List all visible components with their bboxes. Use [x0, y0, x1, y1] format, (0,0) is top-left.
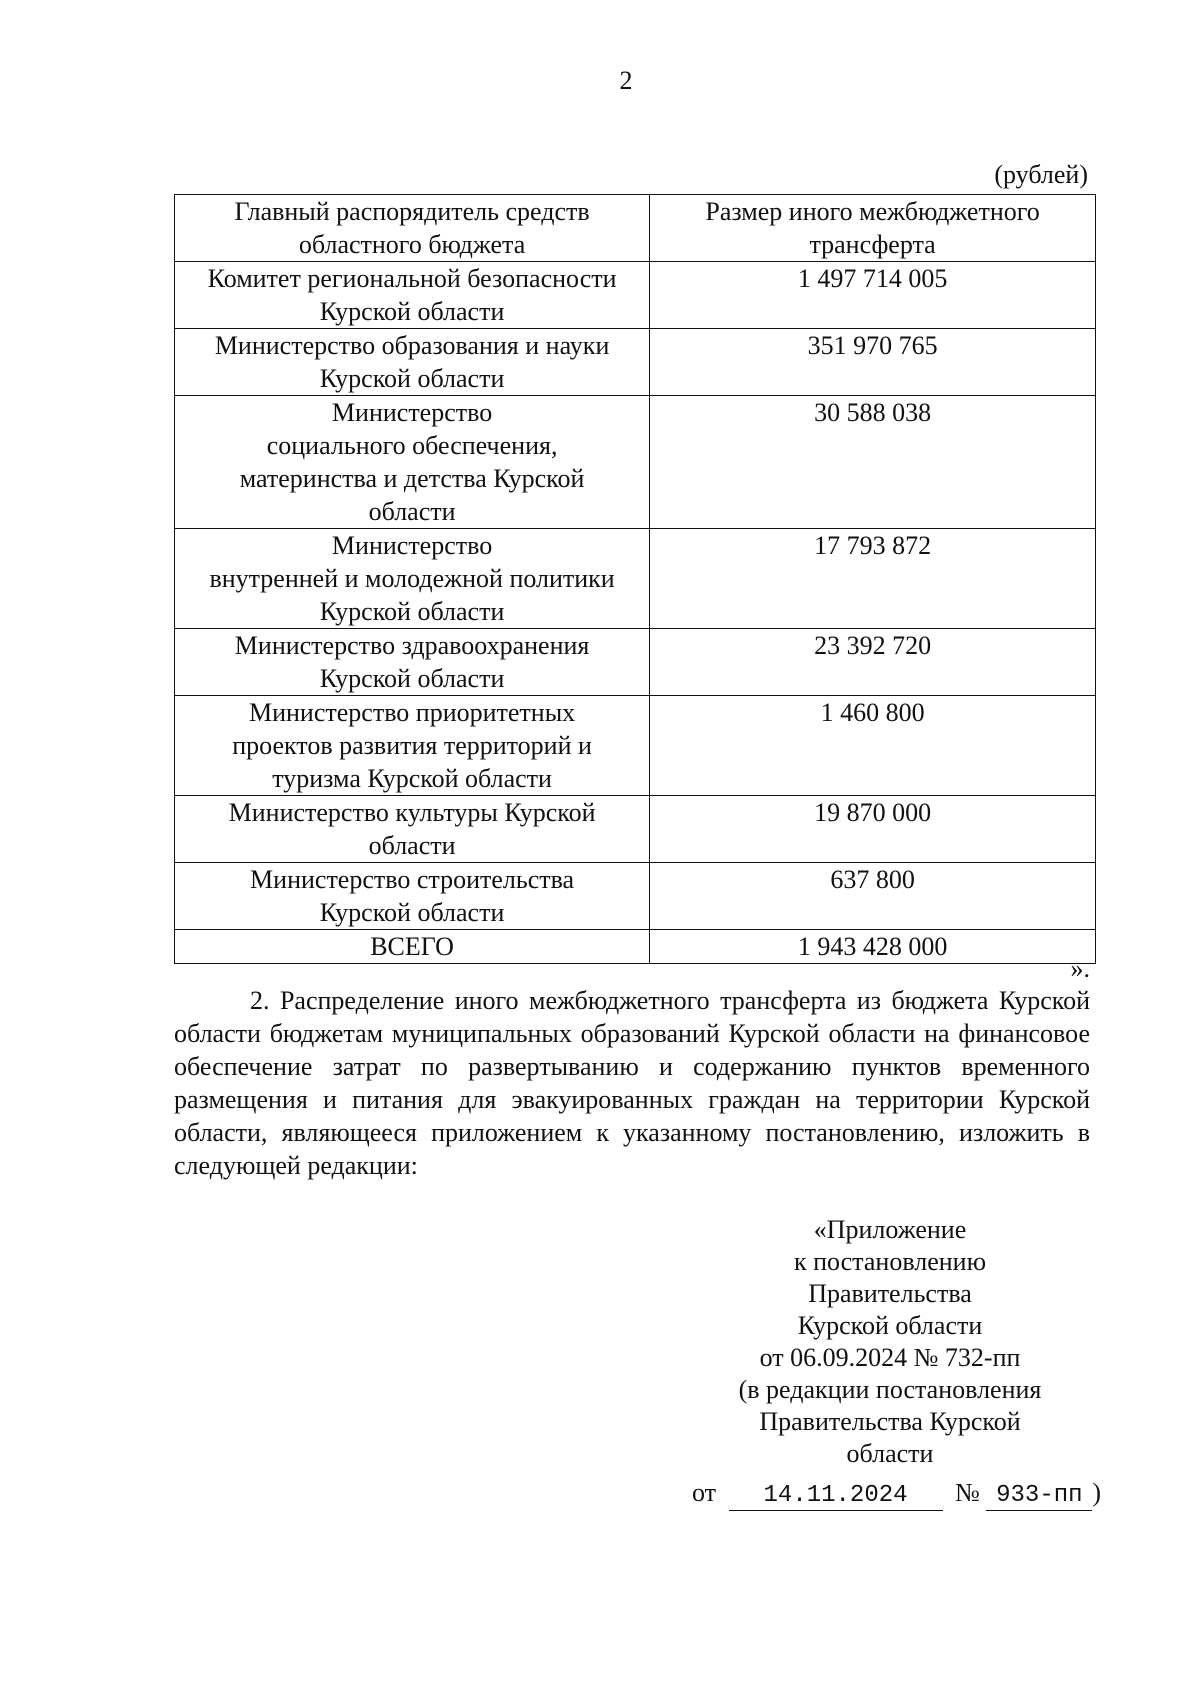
appendix-line: Правительства [808, 1279, 972, 1308]
amendment-reference [692, 1478, 1101, 1511]
row-name: Министерство приоритетных проектов развития территорий и туризма Курской области [175, 696, 650, 796]
header-distributor: Главный распорядитель средств областного бюджета [175, 195, 650, 262]
row-amount: 30 588 038 [650, 396, 1096, 529]
row-amount: 637 800 [650, 863, 1096, 930]
row-amount: 351 970 765 [650, 329, 1096, 396]
appendix-line: области [846, 1439, 934, 1468]
row-name: Министерство образования и науки Курской области [175, 329, 650, 396]
header-amount: Размер иного межбюджетного трансферта [650, 195, 1096, 262]
amendment-number: 933-пп [986, 1482, 1092, 1511]
table-row [175, 696, 1096, 796]
row-name: Министерство культуры Курской области [175, 796, 650, 863]
table-row [175, 262, 1096, 329]
appendix-line: (в редакции постановления [738, 1375, 1042, 1404]
paragraph-2: 2. Распределение иного межбюджетного трансферта из бюджета Курской области бюджетам муниципальных образований Курской области на финансовое обеспечение затрат по развертыванию и содержанию пунктов временного размещения и питания для эвакуированных граждан на территории Курской области, являющееся приложением к указанному постановлению, изложить в следующей редакции: [174, 986, 1090, 1180]
table-row [175, 863, 1096, 930]
row-name: Комитет региональной безопасности Курской области [175, 262, 650, 329]
sign-suffix: ) [1092, 1478, 1102, 1507]
sign-number-label: № [955, 1478, 980, 1507]
appendix-line: «Приложение [813, 1215, 967, 1244]
row-amount: 19 870 000 [650, 796, 1096, 863]
appendix-line: Правительства Курской [759, 1407, 1021, 1436]
amendment-date: 14.11.2024 [729, 1482, 943, 1511]
total-label: ВСЕГО [175, 930, 650, 964]
closing-quote: ». [1070, 954, 1090, 983]
row-name: Министерство здравоохранения Курской области [175, 629, 650, 696]
table-row [175, 396, 1096, 529]
table-header-row [175, 195, 1096, 262]
row-name: Министерство внутренней и молодежной политики Курской области [175, 529, 650, 629]
appendix-line: к постановлению [793, 1247, 987, 1276]
appendix-line: Курской области [797, 1311, 983, 1340]
row-amount: 23 392 720 [650, 629, 1096, 696]
table-row [175, 329, 1096, 396]
row-name: Министерство строительства Курской области [175, 863, 650, 930]
row-amount: 1 497 714 005 [650, 262, 1096, 329]
page-number: 2 [619, 66, 633, 95]
row-amount: 1 460 800 [650, 696, 1096, 796]
table-total-row [175, 930, 1096, 964]
sign-prefix: от [692, 1478, 717, 1507]
row-amount: 17 793 872 [650, 529, 1096, 629]
total-amount: 1 943 428 000 [650, 930, 1096, 964]
row-name: Министерство социального обеспечения, материнства и детства Курской области [175, 396, 650, 529]
table-row [175, 629, 1096, 696]
appendix-header [680, 1214, 1100, 1470]
table-row [175, 796, 1096, 863]
units-label: (рублей) [994, 160, 1088, 189]
appendix-line: от 06.09.2024 № 732-пп [759, 1343, 1021, 1372]
table-row [175, 529, 1096, 629]
budget-table [174, 194, 1096, 964]
